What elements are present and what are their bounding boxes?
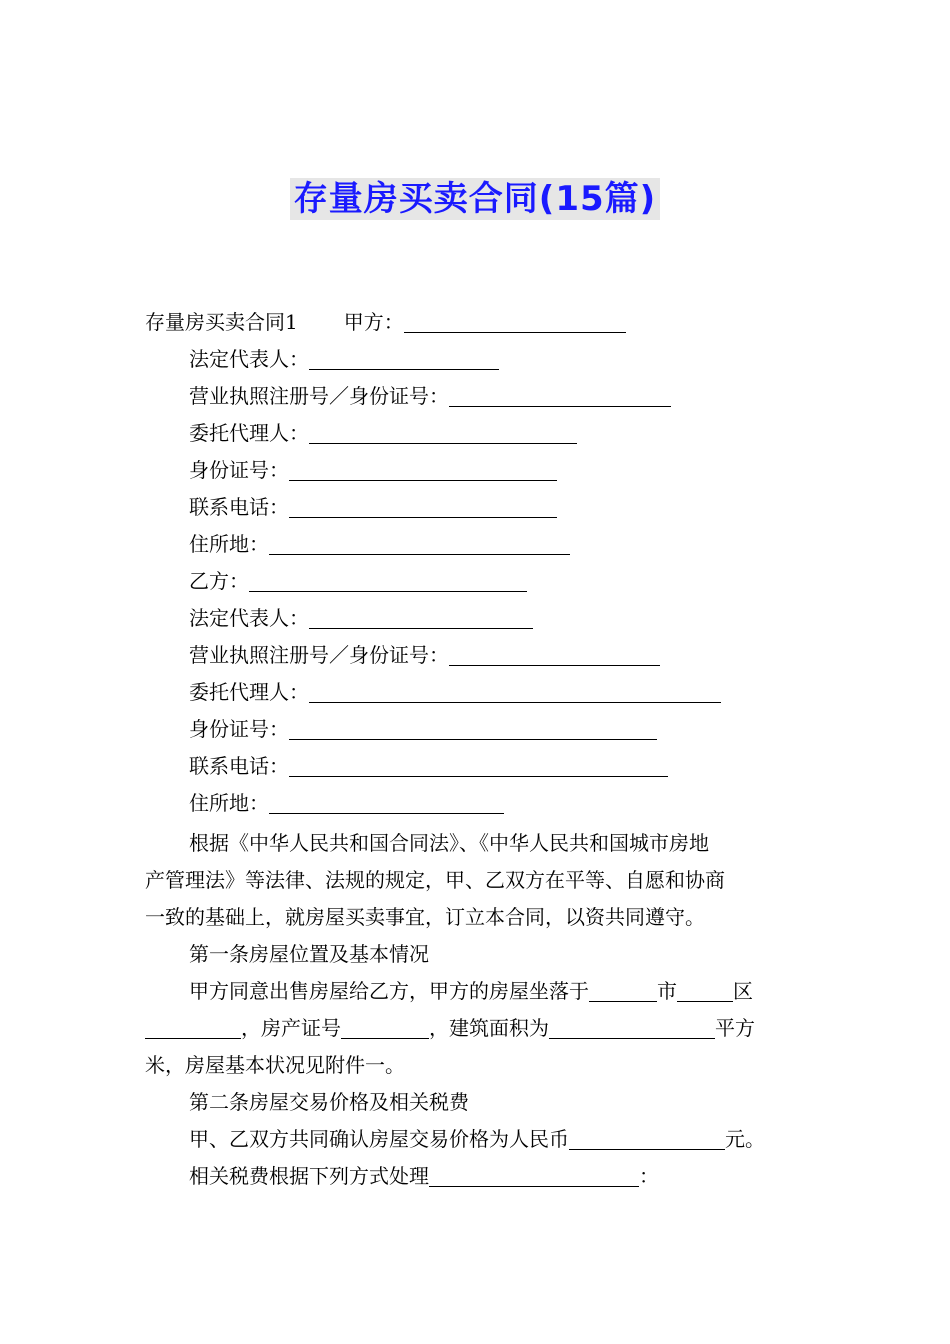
article1-line-2	[145, 1016, 755, 1040]
blank-field	[309, 423, 577, 444]
field-label: 联系电话：	[189, 495, 289, 519]
blank-field	[145, 1018, 241, 1039]
party-a-license	[189, 384, 671, 408]
field-label: 委托代理人：	[189, 680, 309, 704]
article1-line-3: 米，房屋基本状况见附件一。	[145, 1053, 405, 1077]
text-segment: 相关税费根据下列方式处理	[189, 1164, 429, 1188]
blank-field	[269, 793, 504, 814]
party-a-phone	[189, 495, 557, 519]
article1-heading: 第一条房屋位置及基本情况	[189, 942, 429, 966]
blank-field	[341, 1018, 429, 1039]
blank-field	[269, 534, 570, 555]
field-label: 营业执照注册号／身份证号：	[189, 384, 449, 408]
preamble-line-2: 产管理法》等法律、法规的规定，甲、乙双方在平等、自愿和协商	[145, 868, 725, 892]
blank-field	[289, 756, 668, 777]
blank-field	[309, 608, 533, 629]
party-b-license	[189, 643, 660, 667]
field-label: 乙方：	[189, 569, 249, 593]
blank-field	[309, 682, 721, 703]
blank-field	[309, 349, 499, 370]
text-segment: 甲方同意出售房屋给乙方，甲方的房屋坐落于	[189, 979, 589, 1003]
blank-field	[429, 1166, 639, 1187]
party-b-id	[189, 717, 657, 741]
party-a-label: 甲方：	[343, 310, 404, 334]
party-b-phone	[189, 754, 668, 778]
blank-field	[404, 312, 626, 333]
field-label: 住所地：	[189, 532, 269, 556]
blank-field	[449, 645, 660, 666]
blank-field	[249, 571, 527, 592]
blank-field	[289, 719, 657, 740]
text-segment: ，建筑面积为	[429, 1016, 549, 1040]
field-label: 身份证号：	[189, 717, 289, 741]
blank-field	[449, 386, 671, 407]
blank-field	[677, 981, 733, 1002]
party-a-agent	[189, 421, 577, 445]
preamble-line-3: 一致的基础上，就房屋买卖事宜，订立本合同，以资共同遵守。	[145, 905, 705, 929]
field-label: 身份证号：	[189, 458, 289, 482]
text-segment: 甲、乙双方共同确认房屋交易价格为人民币	[189, 1127, 569, 1151]
field-label: 住所地：	[189, 791, 269, 815]
blank-field	[589, 981, 657, 1002]
party-a-address	[189, 532, 570, 556]
text-segment: 平方	[715, 1016, 755, 1040]
field-label: 联系电话：	[189, 754, 289, 778]
party-b-agent	[189, 680, 721, 704]
field-label: 营业执照注册号／身份证号：	[189, 643, 449, 667]
article2-tax-line	[189, 1164, 659, 1188]
text-segment: 区	[733, 979, 753, 1003]
title-wrap	[0, 178, 950, 220]
intro-line	[145, 310, 626, 334]
document-title: 存量房买卖合同(15篇)	[290, 178, 660, 220]
party-a-legal-rep	[189, 347, 499, 371]
blank-field	[549, 1018, 715, 1039]
article2-price-line	[189, 1127, 765, 1151]
text-segment: 市	[657, 979, 677, 1003]
blank-field	[289, 460, 557, 481]
field-label: 法定代表人：	[189, 606, 309, 630]
party-a-id	[189, 458, 557, 482]
party-b-label	[189, 569, 527, 593]
intro-heading: 存量房买卖合同1	[145, 310, 298, 334]
article2-heading: 第二条房屋交易价格及相关税费	[189, 1090, 469, 1114]
text-segment: ：	[639, 1164, 659, 1188]
text-segment: ，房产证号	[241, 1016, 341, 1040]
article1-line-1	[189, 979, 753, 1003]
blank-field	[569, 1129, 725, 1150]
field-label: 委托代理人：	[189, 421, 309, 445]
party-b-legal-rep	[189, 606, 533, 630]
preamble-line-1: 根据《中华人民共和国合同法》、《中华人民共和国城市房地	[189, 831, 709, 855]
party-b-address	[189, 791, 504, 815]
text-segment: 元。	[725, 1127, 765, 1151]
field-label: 法定代表人：	[189, 347, 309, 371]
blank-field	[289, 497, 557, 518]
